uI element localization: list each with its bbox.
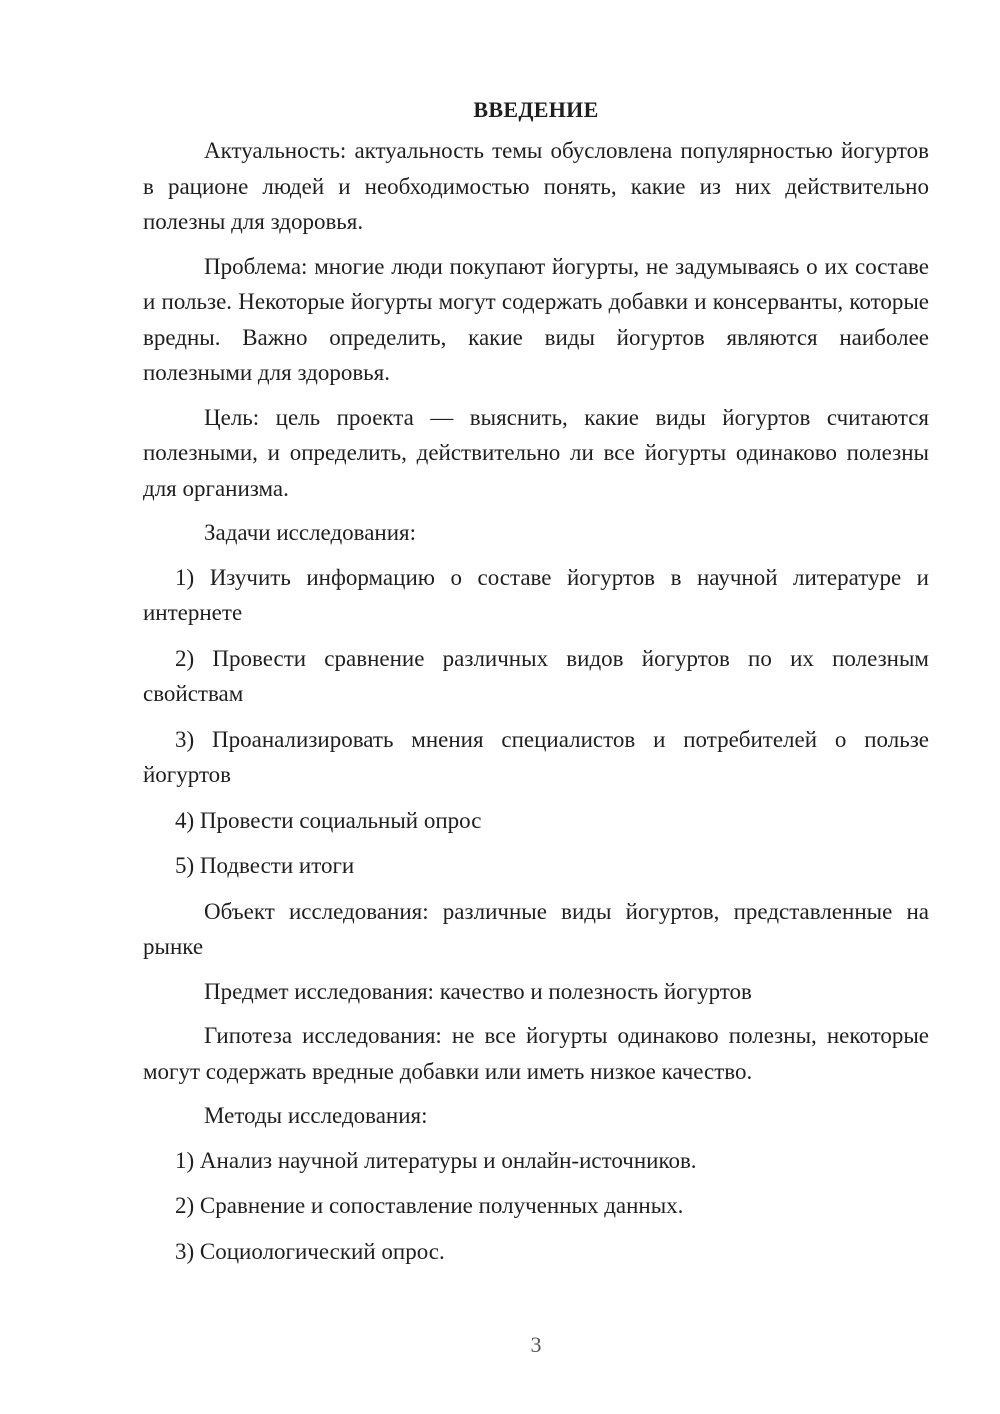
object-paragraph: Объект исследования: различные виды йогуртов, представленные на рынке xyxy=(143,898,929,959)
subject-paragraph: Предмет исследования: качество и полезность йогуртов xyxy=(204,978,752,1004)
problem-paragraph: Проблема: многие люди покупают йогурты, не задумываясь о их составе и пользе. Некоторые йогурты могут содержать добавки и консерванты, которые вредны. Важно определить, какие виды йогуртов являются наиболее полезными для здоровья. xyxy=(143,253,929,385)
method-item: 2) Сравнение и сопоставление полученных данных. xyxy=(175,1193,684,1218)
section-heading: ВВЕДЕНИЕ xyxy=(473,97,599,122)
method-item: 3) Социологический опрос. xyxy=(175,1238,445,1264)
task-item: 5) Подвести итоги xyxy=(175,853,355,878)
tasks-title: Задачи исследования: xyxy=(204,520,417,545)
task-item: 2) Провести сравнение различных видов йогуртов по их полезным свойствам xyxy=(143,645,929,706)
hypothesis-paragraph: Гипотеза исследования: не все йогурты одинаково полезны, некоторые могут содержать вредные добавки или иметь низкое качество. xyxy=(143,1023,929,1084)
task-item: 4) Провести социальный опрос xyxy=(175,807,482,833)
task-item: 3) Проанализировать мнения специалистов и потребителей о пользе йогуртов xyxy=(143,726,929,787)
page-content xyxy=(143,93,929,1279)
task-item: 1) Изучить информацию о составе йогуртов в научной литературе и интернете xyxy=(143,564,929,625)
page-number: 3 xyxy=(530,1332,542,1357)
method-item: 1) Анализ научной литературы и онлайн-источников. xyxy=(175,1147,697,1173)
goal-paragraph: Цель: цель проекта — выяснить, какие виды йогуртов считаются полезными, и определить, действительно ли все йогурты одинаково полезны для организма. xyxy=(143,404,929,501)
relevance-paragraph: Актуальность: актуальность темы обусловлена популярностью йогуртов в рационе людей и необходимостью понять, какие из них действительно полезны для здоровья. xyxy=(143,138,929,234)
methods-title: Методы исследования: xyxy=(204,1103,428,1128)
